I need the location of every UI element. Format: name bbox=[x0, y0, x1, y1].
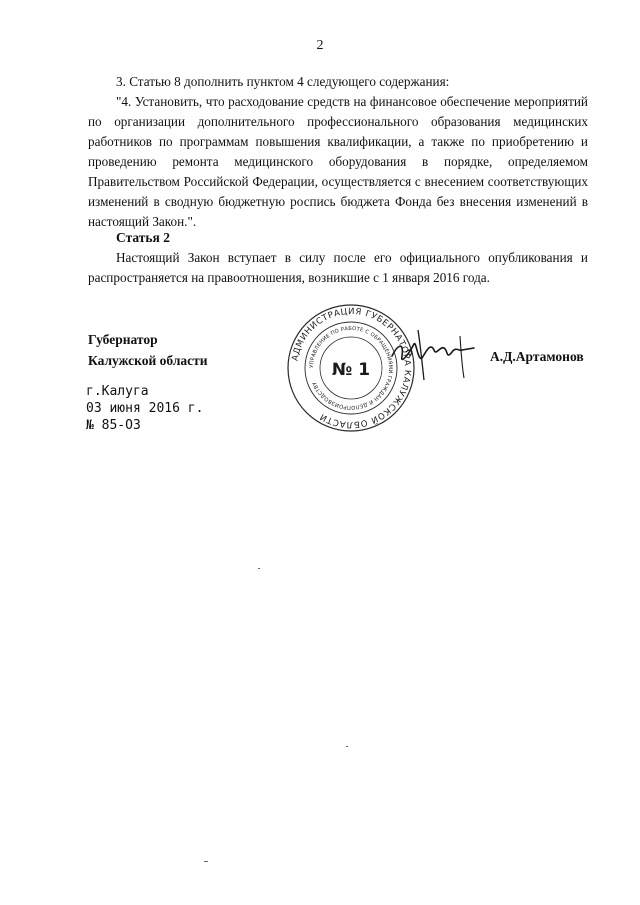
page-number: 2 bbox=[316, 38, 324, 53]
amendment-quote: "4. Установить, что расходование средств на финансовое обеспечение мероприятий по организации дополнительного профессионального образования медицинских работников по программам повышения квалификации, а также по приобретению и проведению ремонта медицинского оборудования в порядке, определяемом Правительством Российской Федерации, осуществляется с внесением соответствующих изменений в сводную бюджетную роспись бюджета Фонда без внесения изменений в настоящий Закон.". bbox=[88, 94, 588, 229]
law-number: № 85-ОЗ bbox=[86, 418, 141, 433]
place-date-block bbox=[86, 383, 203, 434]
article-2-heading: Статья 2 bbox=[116, 230, 170, 245]
scan-speck bbox=[204, 861, 208, 862]
signatory-name: А.Д.Артамонов bbox=[490, 349, 584, 364]
law-date: 03 июня 2016 г. bbox=[86, 401, 204, 416]
governor-title bbox=[88, 329, 208, 371]
governor-title-line1: Губернатор bbox=[88, 332, 158, 347]
seal-number: № 1 bbox=[331, 360, 371, 380]
amendment-intro: 3. Статью 8 дополнить пунктом 4 следующего содержания: bbox=[116, 74, 450, 89]
handwritten-signature bbox=[390, 322, 480, 382]
scan-speck bbox=[258, 568, 260, 569]
seal-outer-text: АДМИНИСТРАЦИЯ ГУБЕРНАТОРА КАЛУЖСКОЙ ОБЛАСТИ bbox=[290, 306, 413, 430]
governor-title-line2: Калужской области bbox=[88, 353, 208, 368]
scan-speck bbox=[346, 746, 348, 747]
article-2-text: Настоящий Закон вступает в силу после его официального опубликования и распространяется на правоотношения, возникшие с 1 января 2016 года. bbox=[88, 250, 588, 285]
city: г.Калуга bbox=[86, 384, 149, 399]
seal-inner-text: УПРАВЛЕНИЕ ПО РАБОТЕ С ОБРАЩЕНИЯМИ ГРАЖДАН И ДЕЛОПРОИЗВОДСТВУ bbox=[308, 325, 394, 411]
